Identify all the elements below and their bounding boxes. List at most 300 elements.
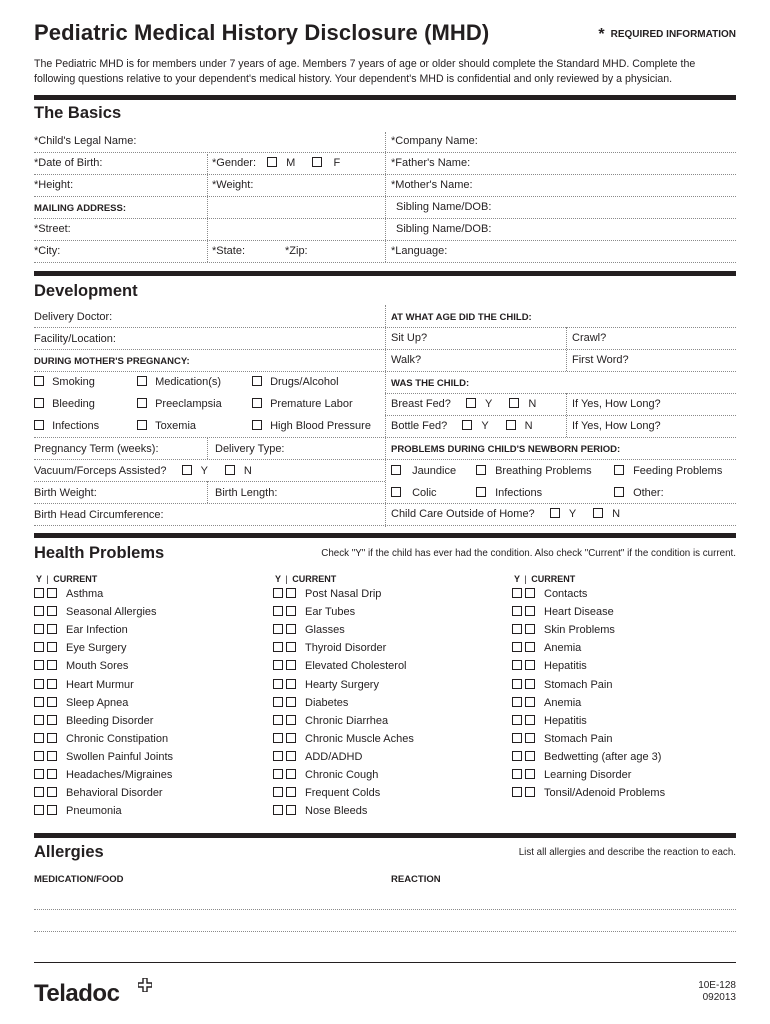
gender-label: *Gender: bbox=[212, 157, 257, 169]
health-current-checkbox[interactable] bbox=[525, 660, 535, 670]
health-item bbox=[273, 679, 379, 691]
health-y-checkbox[interactable] bbox=[34, 787, 44, 797]
health-item bbox=[34, 733, 168, 745]
high-bp-checkbox[interactable] bbox=[252, 420, 262, 430]
nb-infections bbox=[476, 487, 542, 499]
required-info-label: REQUIRED INFORMATION bbox=[610, 29, 736, 40]
health-item-label: Diabetes bbox=[305, 696, 349, 709]
health-current-checkbox[interactable] bbox=[286, 660, 296, 670]
health-item-label: Nose Bleeds bbox=[305, 805, 368, 818]
sibling-1-field[interactable]: Sibling Name/DOB: bbox=[396, 201, 492, 213]
form-code: 10E-128 bbox=[698, 980, 736, 991]
section-divider-basics bbox=[34, 95, 736, 100]
health-y-checkbox[interactable] bbox=[512, 679, 522, 689]
language-field[interactable]: *Language: bbox=[391, 245, 448, 257]
health-item bbox=[34, 642, 127, 654]
health-y-checkbox[interactable] bbox=[273, 751, 283, 761]
zip-field[interactable]: *Zip: bbox=[285, 245, 308, 257]
bottle-fed-y-checkbox[interactable] bbox=[462, 420, 472, 430]
pregnancy-term-field[interactable]: Pregnancy Term (weeks): bbox=[34, 443, 159, 455]
health-item bbox=[34, 697, 128, 709]
health-item-label: Tonsil/Adenoid Problems bbox=[544, 787, 666, 800]
health-y-checkbox[interactable] bbox=[512, 697, 522, 707]
feeding-checkbox[interactable] bbox=[614, 465, 624, 475]
health-current-checkbox[interactable] bbox=[525, 751, 535, 761]
health-y-checkbox[interactable] bbox=[273, 588, 283, 598]
child-care-y-label: Y bbox=[568, 508, 576, 520]
health-y-checkbox[interactable] bbox=[34, 679, 44, 689]
preeclampsia-checkbox[interactable] bbox=[137, 398, 147, 408]
health-current-checkbox[interactable] bbox=[47, 715, 57, 725]
health-current-checkbox[interactable] bbox=[47, 642, 57, 652]
preg-drugs bbox=[252, 376, 339, 388]
health-y-checkbox[interactable] bbox=[273, 606, 283, 616]
health-item-label: Swollen Painful Joints bbox=[66, 750, 174, 763]
facility-field[interactable]: Facility/Location: bbox=[34, 333, 116, 345]
medications-label: Medication(s) bbox=[155, 376, 222, 388]
other-checkbox[interactable] bbox=[614, 487, 624, 497]
section-divider-allergies bbox=[34, 833, 736, 838]
gender-f-label: F bbox=[333, 157, 341, 169]
health-item-label: Post Nasal Drip bbox=[305, 588, 382, 600]
birth-length-field[interactable]: Birth Length: bbox=[215, 487, 278, 499]
health-current-checkbox[interactable] bbox=[47, 787, 57, 797]
row-line bbox=[34, 327, 736, 328]
health-current-checkbox[interactable] bbox=[525, 733, 535, 743]
health-item bbox=[512, 588, 587, 600]
health-current-checkbox[interactable] bbox=[286, 624, 296, 634]
health-item bbox=[34, 769, 172, 781]
toxemia-label: Toxemia bbox=[155, 420, 197, 432]
health-item bbox=[512, 733, 612, 745]
breast-fed-y-checkbox[interactable] bbox=[466, 398, 476, 408]
childs-legal-name-field[interactable]: *Child's Legal Name: bbox=[34, 135, 137, 147]
row-line bbox=[385, 393, 736, 394]
health-y-checkbox[interactable] bbox=[34, 751, 44, 761]
health-y-checkbox[interactable] bbox=[34, 805, 44, 815]
vacuum-n-checkbox[interactable] bbox=[225, 465, 235, 475]
health-item-label: Hearty Surgery bbox=[305, 678, 379, 691]
mothers-name-field[interactable]: *Mother's Name: bbox=[391, 179, 473, 191]
infections-checkbox[interactable] bbox=[34, 420, 44, 430]
breast-fed-how-long-field[interactable]: If Yes, How Long? bbox=[572, 398, 661, 410]
health-item bbox=[273, 733, 414, 745]
medication-food-header: MEDICATION/FOOD bbox=[34, 874, 124, 885]
first-word-field[interactable]: First Word? bbox=[572, 354, 629, 366]
health-item-label: Mouth Sores bbox=[66, 660, 129, 673]
health-current-checkbox[interactable] bbox=[525, 588, 535, 598]
row-line bbox=[34, 196, 736, 197]
row-line bbox=[34, 459, 736, 460]
health-item-label: Heart Disease bbox=[544, 606, 614, 619]
health-item-label: Elevated Cholesterol bbox=[305, 660, 407, 673]
vacuum-row bbox=[34, 465, 252, 477]
health-current-checkbox[interactable] bbox=[525, 679, 535, 689]
required-asterisk-icon: * bbox=[598, 25, 605, 43]
preg-medications bbox=[137, 376, 221, 388]
health-item bbox=[273, 769, 378, 781]
vacuum-n-label: N bbox=[243, 465, 252, 477]
health-item bbox=[273, 697, 348, 709]
health-current-checkbox[interactable] bbox=[286, 588, 296, 598]
col3-header-y: Y bbox=[514, 574, 520, 584]
sit-up-field[interactable]: Sit Up? bbox=[391, 332, 428, 344]
row-line bbox=[34, 349, 736, 350]
health-item bbox=[34, 787, 163, 799]
col1-header bbox=[36, 574, 97, 584]
health-item bbox=[512, 642, 581, 654]
health-item bbox=[512, 715, 587, 727]
nb-infections-checkbox[interactable] bbox=[476, 487, 486, 497]
nb-colic bbox=[391, 487, 437, 499]
teladoc-logo bbox=[34, 980, 119, 1008]
birth-weight-field[interactable]: Birth Weight: bbox=[34, 487, 97, 499]
health-y-checkbox[interactable] bbox=[34, 588, 44, 598]
health-item-label: Sleep Apnea bbox=[66, 696, 129, 709]
preg-high-bp bbox=[252, 420, 371, 432]
nb-other bbox=[614, 487, 664, 499]
delivery-doctor-field[interactable]: Delivery Doctor: bbox=[34, 311, 113, 323]
health-y-checkbox[interactable] bbox=[273, 660, 283, 670]
health-y-checkbox[interactable] bbox=[34, 606, 44, 616]
health-y-checkbox[interactable] bbox=[34, 733, 44, 743]
health-item-label: Ear Infection bbox=[66, 624, 128, 637]
drugs-alcohol-checkbox[interactable] bbox=[252, 376, 262, 386]
child-care-label: Child Care Outside of Home? bbox=[391, 508, 535, 520]
pregnancy-heading: DURING MOTHER'S PREGNANCY: bbox=[34, 356, 190, 367]
allergies-instruction: List all allergies and describe the reaction to each. bbox=[518, 847, 736, 858]
health-current-checkbox[interactable] bbox=[286, 642, 296, 652]
newborn-heading: PROBLEMS DURING CHILD'S NEWBORN PERIOD: bbox=[391, 444, 621, 455]
gender-field bbox=[212, 157, 340, 169]
premature-labor-checkbox[interactable] bbox=[252, 398, 262, 408]
gender-m-checkbox[interactable] bbox=[267, 157, 277, 167]
delivery-type-field[interactable]: Delivery Type: bbox=[215, 443, 285, 455]
health-y-checkbox[interactable] bbox=[273, 624, 283, 634]
row-line bbox=[34, 371, 736, 372]
vacuum-y-label: Y bbox=[200, 465, 208, 477]
health-item-label: Behavioral Disorder bbox=[66, 787, 163, 800]
health-item bbox=[512, 679, 612, 691]
health-item bbox=[273, 660, 407, 672]
health-current-checkbox[interactable] bbox=[286, 697, 296, 707]
health-item-label: Chronic Cough bbox=[305, 769, 379, 781]
health-current-checkbox[interactable] bbox=[47, 697, 57, 707]
health-item-label: Anemia bbox=[544, 696, 582, 709]
health-item bbox=[34, 751, 173, 763]
row-line bbox=[34, 240, 736, 241]
basics-col-divider-1 bbox=[207, 154, 208, 262]
dob-field[interactable]: *Date of Birth: bbox=[34, 157, 103, 169]
health-y-checkbox[interactable] bbox=[512, 606, 522, 616]
health-current-checkbox[interactable] bbox=[286, 769, 296, 779]
col2-header-y: Y bbox=[275, 574, 281, 584]
nb-jaundice bbox=[391, 465, 456, 477]
health-instruction: Check "Y" if the child has ever had the condition. Also check "Current" if the condition is current. bbox=[321, 548, 736, 559]
preg-smoking bbox=[34, 376, 95, 388]
form-code-block bbox=[698, 980, 736, 1004]
health-y-checkbox[interactable] bbox=[512, 624, 522, 634]
reaction-header: REACTION bbox=[391, 874, 441, 885]
health-item-label: Ear Tubes bbox=[305, 606, 356, 619]
bottle-fed-y-label: Y bbox=[481, 420, 489, 432]
health-item bbox=[512, 697, 581, 709]
breast-fed-label: Breast Fed? bbox=[391, 398, 451, 410]
health-item bbox=[512, 606, 614, 618]
health-y-checkbox[interactable] bbox=[512, 715, 522, 725]
section-heading-basics: The Basics bbox=[34, 104, 122, 122]
health-item bbox=[34, 606, 157, 618]
allergy-line-2[interactable] bbox=[34, 931, 736, 932]
health-current-checkbox[interactable] bbox=[286, 733, 296, 743]
health-y-checkbox[interactable] bbox=[512, 733, 522, 743]
section-heading-health: Health Problems bbox=[34, 544, 165, 562]
medications-checkbox[interactable] bbox=[137, 376, 147, 386]
health-current-checkbox[interactable] bbox=[286, 787, 296, 797]
health-item-label: Hepatitis bbox=[544, 714, 587, 727]
health-current-checkbox[interactable] bbox=[525, 787, 535, 797]
breathing-label: Breathing Problems bbox=[495, 465, 592, 477]
health-y-checkbox[interactable] bbox=[512, 751, 522, 761]
health-item bbox=[34, 679, 134, 691]
health-current-checkbox[interactable] bbox=[47, 624, 57, 634]
health-y-checkbox[interactable] bbox=[273, 697, 283, 707]
jaundice-checkbox[interactable] bbox=[391, 465, 401, 475]
vacuum-label: Vacuum/Forceps Assisted? bbox=[34, 465, 167, 477]
health-y-checkbox[interactable] bbox=[273, 787, 283, 797]
row-line bbox=[385, 415, 736, 416]
health-y-checkbox[interactable] bbox=[34, 715, 44, 725]
row-line bbox=[34, 262, 736, 263]
required-info-legend bbox=[598, 25, 736, 43]
health-current-checkbox[interactable] bbox=[286, 715, 296, 725]
health-item-label: Anemia bbox=[544, 642, 582, 655]
sibling-2-field[interactable]: Sibling Name/DOB: bbox=[396, 223, 492, 235]
health-current-checkbox[interactable] bbox=[525, 697, 535, 707]
health-item bbox=[512, 624, 615, 636]
row-line bbox=[34, 481, 385, 482]
toxemia-checkbox[interactable] bbox=[137, 420, 147, 430]
health-item bbox=[34, 660, 128, 672]
health-item bbox=[34, 588, 103, 600]
fathers-name-field[interactable]: *Father's Name: bbox=[391, 157, 471, 169]
health-current-checkbox[interactable] bbox=[286, 805, 296, 815]
health-y-checkbox[interactable] bbox=[34, 697, 44, 707]
health-current-checkbox[interactable] bbox=[47, 588, 57, 598]
bottle-fed-row bbox=[391, 420, 533, 432]
nb-feeding bbox=[614, 465, 722, 477]
row-line bbox=[34, 152, 736, 153]
crawl-field[interactable]: Crawl? bbox=[572, 332, 607, 344]
high-bp-label: High Blood Pressure bbox=[270, 420, 371, 432]
nb-infections-label: Infections bbox=[495, 487, 543, 499]
row-line bbox=[34, 503, 736, 504]
col3-header-sep: | bbox=[524, 574, 527, 584]
breast-fed-n-checkbox[interactable] bbox=[509, 398, 519, 408]
health-y-checkbox[interactable] bbox=[34, 660, 44, 670]
city-field[interactable]: *City: bbox=[34, 245, 61, 257]
row-line bbox=[34, 525, 736, 526]
health-current-checkbox[interactable] bbox=[525, 624, 535, 634]
premature-labor-label: Premature Labor bbox=[270, 398, 353, 410]
breathing-checkbox[interactable] bbox=[476, 465, 486, 475]
bottle-fed-label: Bottle Fed? bbox=[391, 420, 448, 432]
row-line bbox=[34, 174, 736, 175]
health-y-checkbox[interactable] bbox=[512, 642, 522, 652]
health-item bbox=[34, 624, 128, 636]
child-care-row bbox=[391, 508, 620, 520]
teladoc-logo-text: Teladoc bbox=[34, 980, 120, 1007]
health-y-checkbox[interactable] bbox=[34, 642, 44, 652]
gender-f-checkbox[interactable] bbox=[312, 157, 322, 167]
health-current-checkbox[interactable] bbox=[47, 751, 57, 761]
health-y-checkbox[interactable] bbox=[273, 769, 283, 779]
section-heading-development: Development bbox=[34, 282, 138, 300]
health-y-checkbox[interactable] bbox=[273, 679, 283, 689]
health-item-label: Asthma bbox=[66, 588, 104, 600]
health-current-checkbox[interactable] bbox=[47, 769, 57, 779]
health-y-checkbox[interactable] bbox=[512, 787, 522, 797]
health-item bbox=[273, 642, 386, 654]
preg-infections bbox=[34, 420, 99, 432]
health-item-label: Pneumonia bbox=[66, 805, 122, 818]
health-item-label: Bedwetting (after age 3) bbox=[544, 750, 662, 763]
health-item-label: Learning Disorder bbox=[544, 769, 632, 781]
row-line bbox=[34, 437, 736, 438]
health-current-checkbox[interactable] bbox=[47, 805, 57, 815]
health-item-label: Headaches/Migraines bbox=[66, 769, 173, 781]
preg-preeclampsia bbox=[137, 398, 222, 410]
gender-m-label: M bbox=[286, 157, 296, 169]
bottle-fed-how-long-field[interactable]: If Yes, How Long? bbox=[572, 420, 661, 432]
infections-label: Infections bbox=[52, 420, 100, 432]
health-item bbox=[34, 805, 122, 817]
preg-premature bbox=[252, 398, 353, 410]
section-heading-allergies: Allergies bbox=[34, 843, 104, 861]
col1-header-sep: | bbox=[46, 574, 49, 584]
health-y-checkbox[interactable] bbox=[512, 660, 522, 670]
bleeding-checkbox[interactable] bbox=[34, 398, 44, 408]
health-item bbox=[273, 715, 388, 727]
company-name-field[interactable]: *Company Name: bbox=[391, 135, 478, 147]
col2-header-sep: | bbox=[285, 574, 288, 584]
other-label: Other: bbox=[633, 487, 664, 499]
section-divider-development bbox=[34, 271, 736, 276]
child-care-y-checkbox[interactable] bbox=[550, 508, 560, 518]
health-y-checkbox[interactable] bbox=[273, 805, 283, 815]
col3-header bbox=[514, 574, 575, 584]
footer-divider bbox=[34, 962, 736, 963]
smoking-checkbox[interactable] bbox=[34, 376, 44, 386]
health-item-label: Stomach Pain bbox=[544, 732, 613, 745]
feeding-label: Feeding Problems bbox=[633, 465, 723, 477]
page-title: Pediatric Medical History Disclosure (MHD) bbox=[34, 20, 490, 45]
health-y-checkbox[interactable] bbox=[273, 715, 283, 725]
section-divider-health bbox=[34, 533, 736, 538]
health-item bbox=[512, 751, 661, 763]
health-current-checkbox[interactable] bbox=[47, 733, 57, 743]
breast-fed-y-label: Y bbox=[485, 398, 493, 410]
health-current-checkbox[interactable] bbox=[47, 679, 57, 689]
health-item-label: Chronic Diarrhea bbox=[305, 714, 389, 727]
col1-header-y: Y bbox=[36, 574, 42, 584]
health-item bbox=[273, 606, 355, 618]
health-item bbox=[512, 787, 665, 799]
health-y-checkbox[interactable] bbox=[273, 642, 283, 652]
health-current-checkbox[interactable] bbox=[525, 715, 535, 725]
colic-checkbox[interactable] bbox=[391, 487, 401, 497]
dev-col-divider-4 bbox=[207, 437, 208, 459]
health-current-checkbox[interactable] bbox=[286, 679, 296, 689]
plus-icon bbox=[138, 978, 152, 992]
health-item bbox=[512, 769, 631, 781]
health-item-label: Frequent Colds bbox=[305, 787, 381, 800]
col3-header-current: CURRENT bbox=[531, 574, 576, 584]
health-current-checkbox[interactable] bbox=[286, 751, 296, 761]
health-item-label: Chronic Constipation bbox=[66, 732, 169, 745]
vacuum-y-checkbox[interactable] bbox=[182, 465, 192, 475]
jaundice-label: Jaundice bbox=[412, 465, 457, 477]
health-y-checkbox[interactable] bbox=[34, 624, 44, 634]
health-y-checkbox[interactable] bbox=[34, 769, 44, 779]
bottle-fed-n-checkbox[interactable] bbox=[506, 420, 516, 430]
row-line bbox=[34, 218, 736, 219]
was-child-heading: WAS THE CHILD: bbox=[391, 378, 470, 389]
head-circumference-field[interactable]: Birth Head Circumference: bbox=[34, 509, 164, 521]
dev-col-divider-5 bbox=[207, 481, 208, 503]
health-item bbox=[273, 805, 367, 817]
drugs-alcohol-label: Drugs/Alcohol bbox=[270, 376, 339, 388]
height-field[interactable]: *Height: bbox=[34, 179, 74, 191]
health-current-checkbox[interactable] bbox=[525, 769, 535, 779]
weight-field[interactable]: *Weight: bbox=[212, 179, 254, 191]
health-item-label: Seasonal Allergies bbox=[66, 606, 157, 619]
health-current-checkbox[interactable] bbox=[47, 606, 57, 616]
health-y-checkbox[interactable] bbox=[512, 588, 522, 598]
nb-breathing bbox=[476, 465, 592, 477]
col1-header-current: CURRENT bbox=[53, 574, 98, 584]
form-date: 092013 bbox=[702, 992, 736, 1003]
dev-col-divider bbox=[385, 305, 386, 527]
breast-fed-n-label: N bbox=[528, 398, 537, 410]
health-y-checkbox[interactable] bbox=[512, 769, 522, 779]
child-care-n-checkbox[interactable] bbox=[593, 508, 603, 518]
health-y-checkbox[interactable] bbox=[273, 733, 283, 743]
col2-header-current: CURRENT bbox=[292, 574, 337, 584]
health-item-label: Contacts bbox=[544, 588, 588, 600]
colic-label: Colic bbox=[412, 487, 437, 499]
health-item bbox=[273, 588, 381, 600]
health-item-label: Glasses bbox=[305, 624, 345, 637]
col2-header bbox=[275, 574, 336, 584]
health-item-label: Bleeding Disorder bbox=[66, 714, 154, 727]
child-care-n-label: N bbox=[612, 508, 621, 520]
health-current-checkbox[interactable] bbox=[286, 606, 296, 616]
health-item bbox=[273, 787, 380, 799]
health-current-checkbox[interactable] bbox=[525, 642, 535, 652]
walk-field[interactable]: Walk? bbox=[391, 354, 422, 366]
allergy-line-1[interactable] bbox=[34, 909, 736, 910]
health-current-checkbox[interactable] bbox=[47, 660, 57, 670]
street-field[interactable]: *Street: bbox=[34, 223, 71, 235]
preg-toxemia bbox=[137, 420, 196, 432]
health-item bbox=[273, 751, 362, 763]
health-item-label: Chronic Muscle Aches bbox=[305, 732, 414, 745]
health-item-label: ADD/ADHD bbox=[305, 750, 363, 763]
intro-text: The Pediatric MHD is for members under 7 years of age. Members 7 years of age or older should complete the Standard MHD. Complete the following questions relative to your dependent's medical history. Your dependent's MHD is confidential and only reviewed by a physician. bbox=[34, 58, 696, 85]
state-field[interactable]: *State: bbox=[212, 245, 246, 257]
health-current-checkbox[interactable] bbox=[525, 606, 535, 616]
